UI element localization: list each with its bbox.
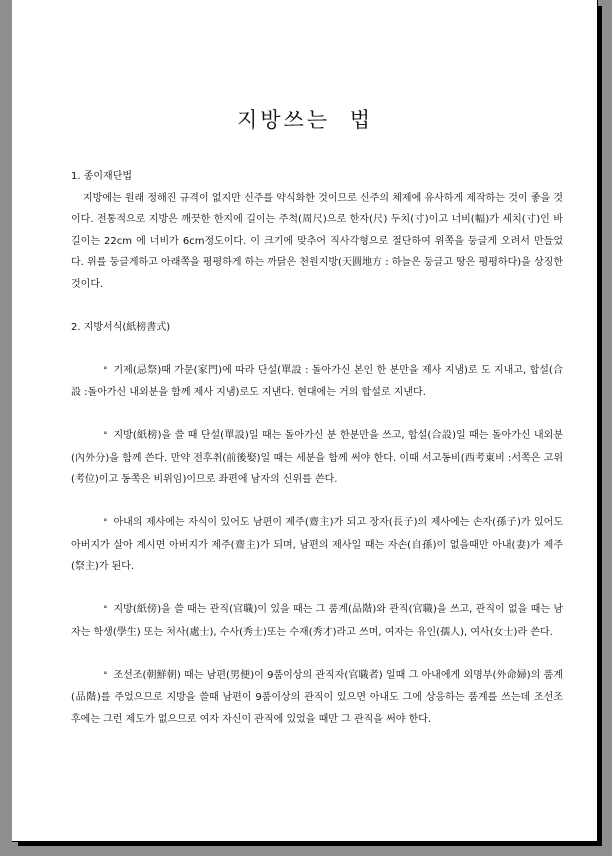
section2-item xyxy=(71,665,563,731)
section2-item xyxy=(71,512,563,578)
bullet-icon: ° xyxy=(103,431,108,441)
section1-heading: 1. 종이재단법 xyxy=(71,171,133,182)
bullet-icon: ° xyxy=(103,670,108,681)
bullet-icon: ° xyxy=(103,365,108,376)
section2-item-text: 아내의 제사에는 자식이 있어도 남편이 제주(齋主)가 되고 장자(長子)의 제사에는 손자(孫子)가 있어도 아버지가 살아 계시면 아버지가 제주(齋主)가 되며, 남편의 제사일 때는 자손(自孫)이 없을때만 아내(妻)가 제주(祭主)가 된다. xyxy=(71,517,563,572)
section2-item-text: 조선조(朝鮮朝) 때는 남편(男便)이 9품이상의 관직자(官職者) 일때 그 아내에게 외명부(外命婦)의 품계(品階)를 주었으므로 지방을 쓸때 남편이 9품이상의 관직이 있으면 아내도 그에 상응하는 품계를 쓰는데 조선조 후에는 그런 제도가 없으므로 여자 자신이 관직에 있었을 때만 그 관직을 써야 한다. xyxy=(71,669,563,725)
section2-item-text: 지방(紙榜)을 쓸 때 단설(單設)일 때는 돌아가신 분 한분만을 쓰고, 합설(合設)일 때는 돌아가신 내외분(內外分)을 함께 쓴다. 만약 전후취(前後娶)일 때는 세분을 함께 써야 한다. 이때 서고동비(西考東비 :서쪽은 고위(考位)이고 동쪽은 비위임)이므로 좌편에 남자의 신위를 쓴다. xyxy=(71,430,563,485)
bullet-icon: ° xyxy=(103,518,108,528)
bullet-icon: ° xyxy=(103,605,108,615)
section1-paragraph: 지방에는 원래 정해진 규격이 없지만 신주를 약식화한 것이므로 신주의 체제에 유사하게 제작하는 것이 좋을 것이다. 전통적으로 지방은 깨끗한 한지에 길이는 주척(周尺)으로 한자(尺) 두치(寸)이고 너비(幅)가 세치(寸)인 바 길이는 22cm 에 너비가 6cm정도이다. 이 크기에 맞추어 직사각형으로 절단하여 위쪽을 둥글게 오려서 만들었다. 위를 둥글게하고 아래쪽을 평평하게 하는 까닭은 천원지방(天圓地方 : 하늘은 둥글고 땅은 평평하다)을 상징한 것이다. xyxy=(71,192,563,290)
document-body xyxy=(71,166,563,730)
page-shadow-bottom xyxy=(18,842,602,846)
document-title: 지방쓰는 법 xyxy=(236,108,374,132)
section2-item-text: 기제(忌祭)때 가문(家門)에 따라 단설(單設 : 돌아가신 본인 한 분만을 제사 지냄)로 도 지내고, 합설(合設 :돌아가신 내외분을 함께 제사 지냄)로도 지낸다. 현대에는 거의 합설로 지낸다. xyxy=(71,364,563,398)
section2-heading: 2. 지방서식(紙榜書式) xyxy=(71,321,171,333)
page-shadow-right xyxy=(598,6,602,846)
section2-item-text: 지방(紙傍)을 쓸 때는 관직(官職)이 있을 때는 그 품계(品階)와 관직(官職)을 쓰고, 관직이 없을 때는 남자는 학생(學生) 또는 처사(處士), 수사(秀士)또는 수재(秀才)라고 쓰며, 여자는 유인(孺人), 여사(女士)라 쓴다. xyxy=(71,604,563,638)
section2-item xyxy=(71,425,563,491)
document-page xyxy=(12,0,598,842)
section2-item xyxy=(71,599,563,643)
section2-item xyxy=(71,360,563,404)
